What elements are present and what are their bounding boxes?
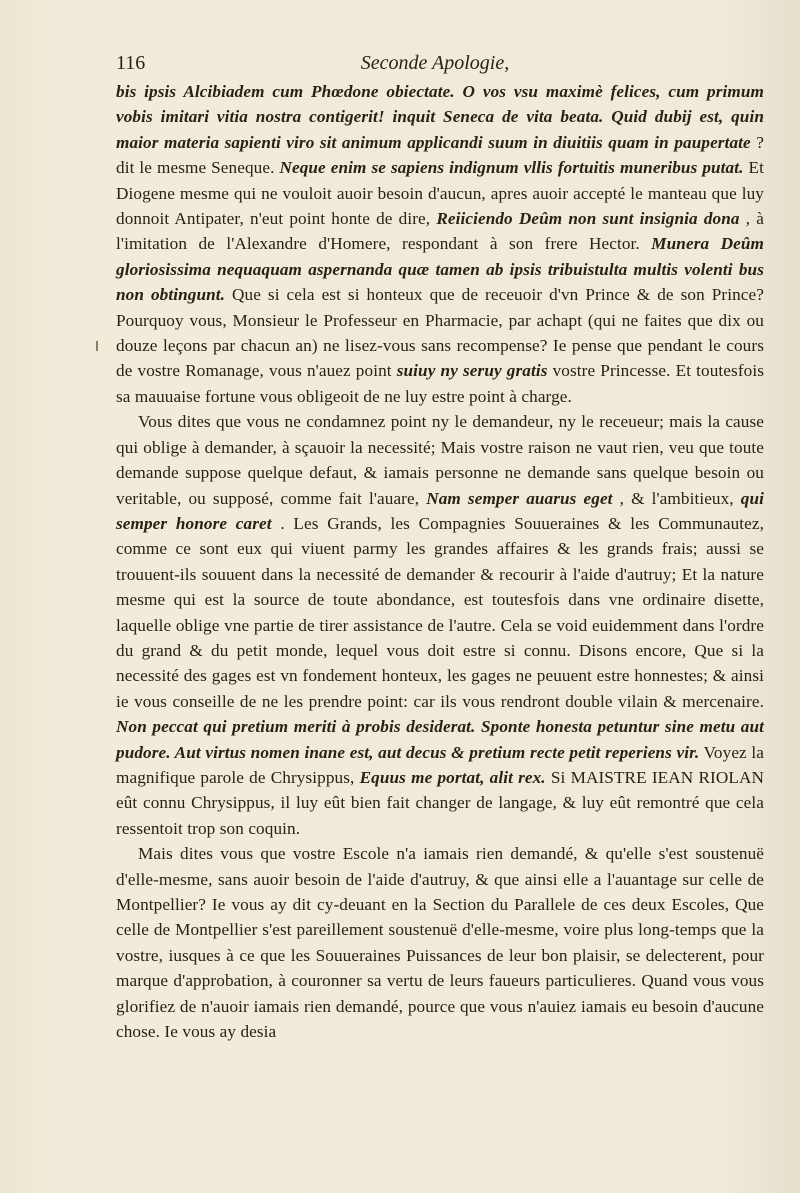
text-segment: bis ipsis Alcibiadem cum Phœdone obiectate. O vos vsu maximè felices, cum primum vobis imitari vitia nostra contigerit! inquit Seneca de vita beata. Quid dubij est, quin maior materia sapienti viro sit animum applicandi suum in diuitiis quam in paupertate [116, 82, 764, 152]
text-segment: Munera Deûm gloriosissima nequaquam aspernanda quæ tamen ab ipsis tribuistulta multis volenti bus non obtingunt. [116, 234, 764, 305]
text-segment: Non peccat qui pretium meriti à probis desiderat. Sponte honesta petuntur sine metu aut pudore. Aut virtus nomen inane est, aut decus & pretium recte petit reperiens vir. [116, 717, 764, 762]
paragraph-3 [116, 841, 764, 1044]
text-segment: Mais dites vous que vostre Escole n'a iamais rien demandé, & qu'elle s'est soustenuë d'elle-mesme, sans auoir besoin de l'aide d'autruy, & que ainsi elle a l'auantage sur celle de Montpellier? Ie vous ay dit cy-deuant en la Section du Parallele de ces deux Escoles, Que celle de Montpellier s'est pareillement soustenuë d'elle-mesme, voire plus long-temps que la vostre, iusques à ce que les Souueraines Puissances de leur bon plaisir, se delecterent, pour marque d'approbation, à couronner sa vertu de leurs faueurs particulieres. Quand vous vous glorifiez de n'auoir iamais rien demandé, pource que vous n'auiez iamais eu besoin d'aucune chose. Ie vous ay desia [116, 844, 764, 1042]
text-segment: suiuy ny seruy gratis [396, 361, 548, 381]
text-segment: Reiiciendo Deûm non sunt insignia dona [436, 209, 740, 229]
text-segment: . Les Grands, les Compagnies Souueraines & les Communautez, comme ce sont eux qui viuent parmy les grandes affaires & les grands frais; aussi se trouuent-ils souuent dans la necessité de demander & recourir à l'aide d'autruy; Et la nature mesme qui est la source de toute abondance, est toutesfois dans vne ordinaire disette, laquelle oblige vne partie de tirer assistance de l'autre. Cela se void euidemment dans l'ordre du grand & du petit monde, lequel vous doit estre si connu. Disons encore, Que si la necessité des gages est vn fondement honteux, les gages ne peuuent estre honnestes; & ainsi ie vous conseille de ne les prendre point: car ils vous rendront double vilain & mercenaire. [116, 513, 765, 711]
text-segment: Voyez la magnifique parole de Chrysippus, [116, 742, 764, 787]
running-head [116, 52, 764, 75]
body-text [116, 79, 764, 1044]
running-title: Seconde Apologie, [360, 52, 510, 74]
text-segment: Vous dites que vous ne condamnez point ny le demandeur, ny le receueur; mais la cause qui oblige à demander, à sçauoir la necessité; Mais vostre raison ne vaut rien, veu que toute demande suppose quelque defaut, & iamais personne ne demande sans quelque besoin ou veritable, ou supposé, comme fait l'auare, [116, 412, 764, 508]
page-number: 116 [116, 52, 146, 74]
text-segment: Et Diogene mesme qui ne vouloit auoir besoin d'aucun, apres auoir accepté le manteau que luy donnoit Antipater, n'eut point honte de dire, [116, 158, 764, 229]
text-segment: Que si cela est si honteux que de receuoir d'vn Prince & de son Prince? Pourquoy vous, Monsieur le Professeur en Pharmacie, par achapt (qui ne faites que dix ou douze leçons par chacun an) ne lisez-vous sans recompense? Ie pense que pendant le cours de vostre Romanage, vous n'auez point [116, 285, 764, 381]
text-segment: , à l'imitation de l'Alexandre d'Homere, respondant à son frere Hector. [116, 209, 764, 254]
paragraph-2 [116, 409, 764, 841]
text-segment: Equus me portat, alit rex. [359, 767, 546, 787]
text-segment: vostre Princesse. Et toutesfois sa mauuaise fortune vous obligeoit de ne luy estre point à charge. [116, 361, 764, 406]
text-segment: , & l'ambitieux, [619, 488, 741, 508]
paragraph-1 [116, 79, 764, 409]
text-segment: Neque enim se sapiens indignum vllis fortuitis muneribus putat. [279, 158, 744, 178]
margin-mark [96, 341, 98, 351]
text-segment: ? dit le mesme Seneque. [116, 132, 764, 178]
text-segment: qui semper honore caret [116, 488, 764, 533]
text-segment: Nam semper auarus eget [426, 488, 613, 508]
text-segment: Si MAISTRE IEAN RIOLAN eût connu Chrysippus, il luy eût bien fait changer de langage, & luy eût remontré que cela ressentoit trop son coquin. [116, 767, 764, 838]
